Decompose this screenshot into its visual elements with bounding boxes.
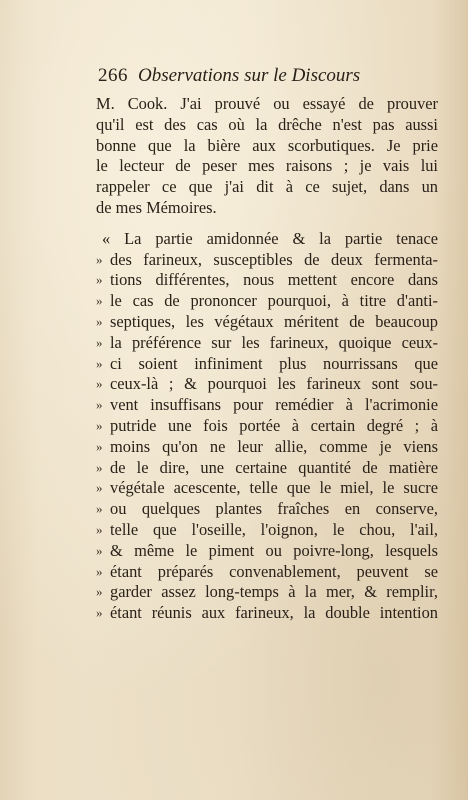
guillemet: » [96, 542, 103, 558]
quote-line [96, 562, 438, 583]
page-body [96, 94, 438, 624]
text-line: étant réunis aux farineux, la double intention [110, 603, 438, 623]
guillemet: » [96, 272, 103, 288]
guillemet: » [96, 376, 103, 392]
quote-line [96, 541, 438, 562]
text-line: qu'il est des cas où la drêche n'est pas aussi [96, 114, 438, 134]
running-title: Observations sur le Discours [138, 65, 361, 86]
text-line: bonne que la bière aux scorbutiques. Je prie [96, 135, 438, 155]
text-line: de mes Mémoires. [96, 197, 217, 217]
guillemet: » [96, 313, 103, 329]
paragraph-2-quotation [96, 229, 438, 624]
quote-line [96, 270, 438, 291]
quote-line [96, 395, 438, 416]
text-line: & même le piment ou poivre-long, lesquels [110, 540, 438, 560]
quote-line [96, 354, 438, 375]
text-line: septiques, les végétaux méritent de beaucoup [110, 311, 438, 331]
quote-line [96, 250, 438, 271]
text-line: ou quelques plantes fraîches en conserve, [110, 499, 438, 519]
text-line: le cas de prononcer pourquoi, à titre d'anti- [110, 291, 438, 311]
text-line: garder assez long-temps à la mer, & remplir, [110, 582, 438, 602]
guillemet: » [96, 438, 103, 454]
text-line: la préférence sur les farineux, quoique ceux- [110, 332, 438, 352]
guillemet: » [96, 355, 103, 371]
text-line: ci soient infiniment plus nourrissans que [110, 353, 438, 373]
text-line: étant préparés convenablement, peuvent se [110, 561, 438, 581]
quote-line [96, 520, 438, 541]
guillemet: » [96, 459, 103, 475]
quote-line [96, 582, 438, 603]
guillemet: » [96, 584, 103, 600]
paragraph-1 [96, 94, 438, 219]
guillemet: » [96, 397, 103, 413]
quote-line [96, 437, 438, 458]
text-line: des farineux, susceptibles de deux fermenta- [110, 249, 438, 269]
quote-line [96, 291, 438, 312]
quote-line [96, 499, 438, 520]
paragraph-gap [96, 219, 438, 229]
quote-line [96, 416, 438, 437]
guillemet: » [96, 334, 103, 350]
text-line: tions différentes, nous mettent encore dans [110, 270, 438, 290]
guillemet: » [96, 480, 103, 496]
page-number: 266 [98, 65, 128, 86]
quote-line [96, 312, 438, 333]
text-line: ceux-là ; & pourquoi les farineux sont sou- [110, 374, 438, 394]
quote-line [96, 478, 438, 499]
guillemet: » [96, 605, 103, 621]
guillemet: » [96, 251, 103, 267]
guillemet: » [96, 293, 103, 309]
text-line: M. Cook. J'ai prouvé ou essayé de prouver [96, 94, 438, 113]
guillemet: » [96, 563, 103, 579]
quote-line [96, 603, 438, 624]
text-line: végétale acescente, telle que le miel, le sucre [110, 478, 438, 498]
guillemet: » [96, 501, 103, 517]
guillemet: » [96, 521, 103, 537]
running-header [98, 62, 398, 90]
guillemet: » [96, 417, 103, 433]
text-line: rappeler ce que j'ai dit à ce sujet, dans un [96, 177, 438, 197]
text-line: telle que l'oseille, l'oignon, le chou, l'ail, [110, 519, 438, 539]
text-line: vent insuffisans pour remédier à l'acrimonie [110, 395, 438, 415]
text-line: « La partie amidonnée & la partie tenace [102, 228, 438, 248]
quote-line [96, 458, 438, 479]
text-line: moins qu'on ne leur allie, comme je viens [110, 436, 438, 456]
quote-line [96, 333, 438, 354]
text-line: de le dire, une certaine quantité de matière [110, 457, 438, 477]
quote-first-line [96, 229, 438, 250]
quote-line [96, 374, 438, 395]
text-line: putride une fois portée à certain degré ; à [110, 415, 438, 435]
text-line: le lecteur de peser mes raisons ; je vais lui [96, 156, 438, 176]
